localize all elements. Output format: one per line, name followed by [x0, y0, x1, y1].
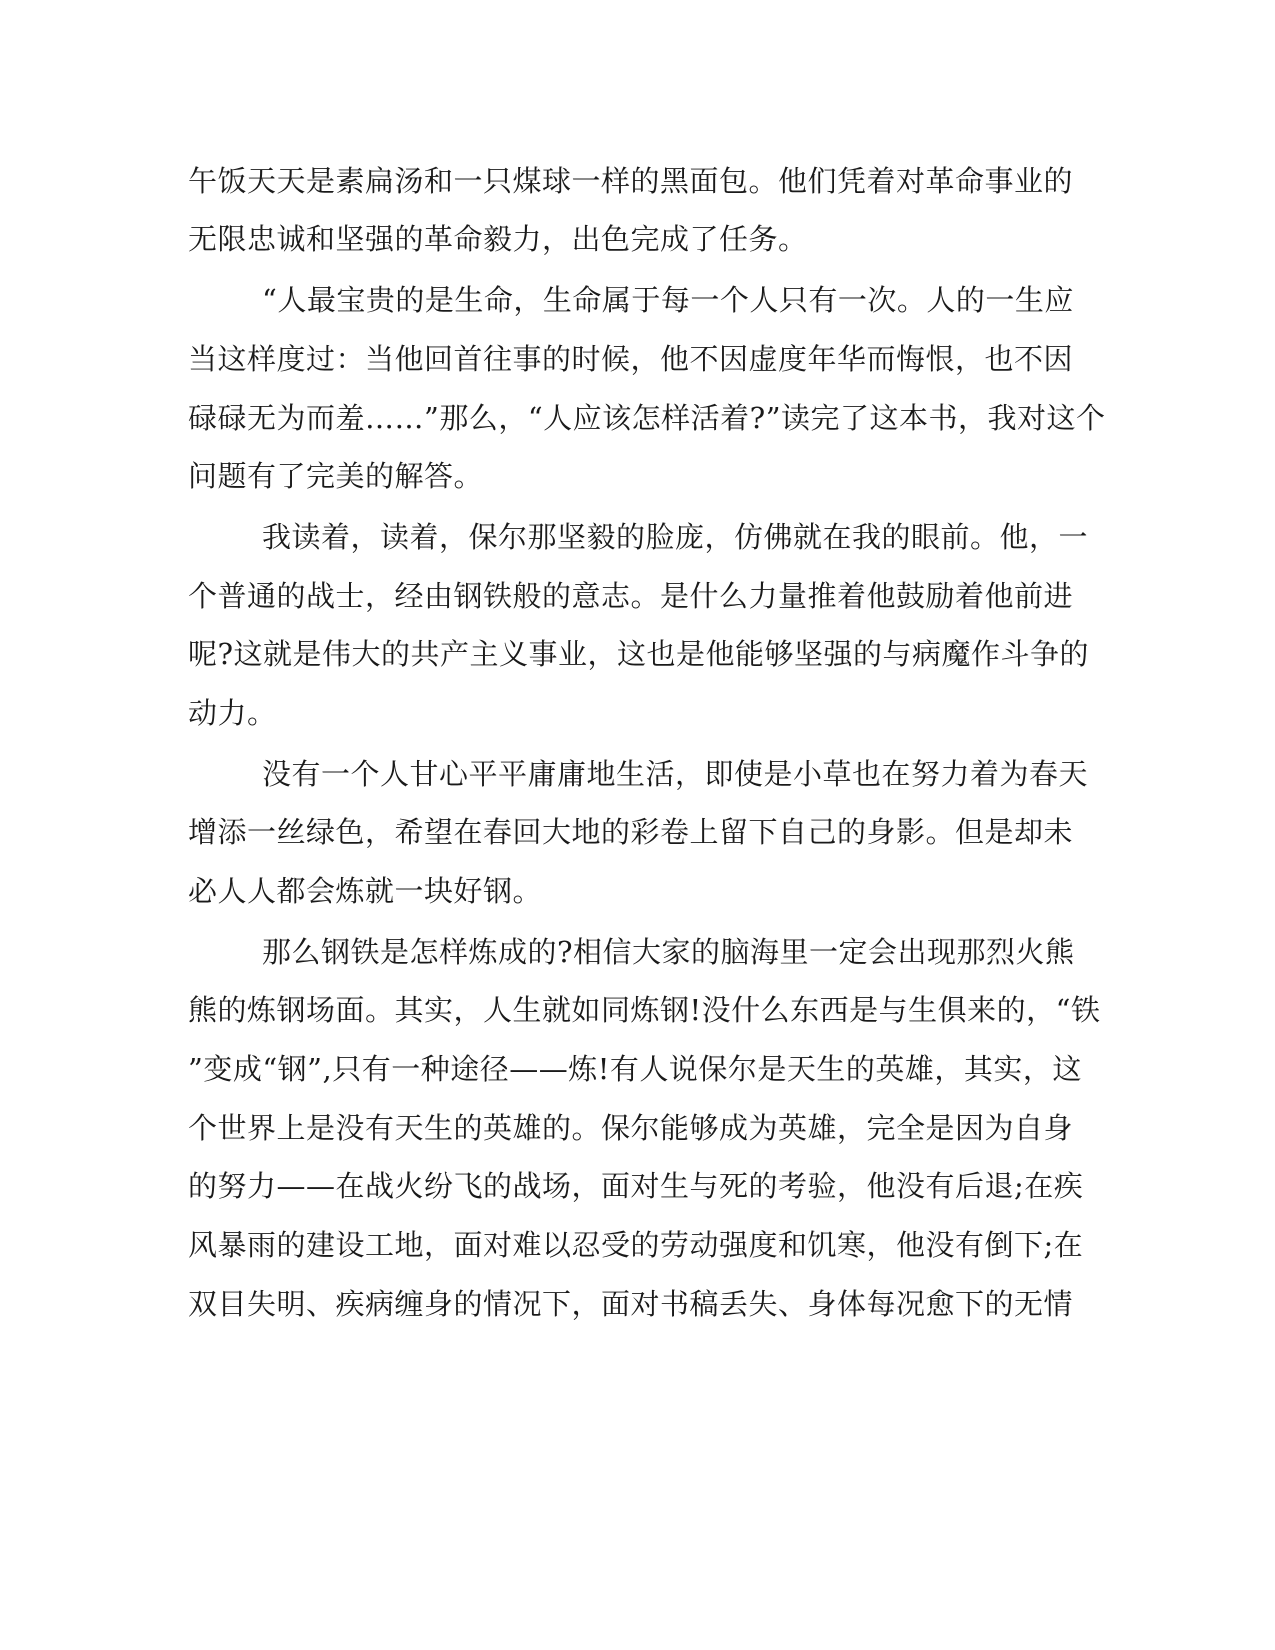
text-line: 呢?这就是伟大的共产主义事业，这也是他能够坚强的与病魔作斗争的 [188, 637, 1090, 671]
text-line: 双目失明、疾病缠身的情况下，面对书稿丢失、身体每况愈下的无情 [188, 1287, 1074, 1321]
text-line: 无限忠诚和坚强的革命毅力，出色完成了任务。 [188, 222, 808, 256]
text-line: 风暴雨的建设工地，面对难以忍受的劳动强度和饥寒，他没有倒下;在 [188, 1228, 1084, 1262]
paragraph-first-line: 没有一个人甘心平平庸庸地生活，即使是小草也在努力着为春天 [262, 757, 1089, 791]
text-line: 午饭天天是素扁汤和一只煤球一样的黑面包。他们凭着对革命事业的 [188, 164, 1074, 198]
text-line: 问题有了完美的解答。 [188, 459, 484, 493]
text-line: 的努力——在战火纷飞的战场，面对生与死的考验，他没有后退;在疾 [188, 1169, 1084, 1203]
text-line: 当这样度过：当他回首往事的时候，他不因虚度年华而悔恨，也不因 [188, 342, 1074, 376]
text-line: 增添一丝绿色，希望在春回大地的彩卷上留下自己的身影。但是却未 [188, 815, 1074, 849]
text-line: 必人人都会炼就一块好钢。 [188, 874, 543, 908]
text-line: 碌碌无为而羞……”那么，“人应该怎样活着?”读完了这本书，我对这个 [188, 401, 1106, 435]
text-line: 动力。 [188, 696, 277, 730]
paragraph-first-line: “人最宝贵的是生命，生命属于每一个人只有一次。人的一生应 [262, 283, 1074, 317]
text-line: 个普通的战士，经由钢铁般的意志。是什么力量推着他鼓励着他前进 [188, 579, 1074, 613]
text-line: ”变成“钢”,只有一种途径——炼!有人说保尔是天生的英雄，其实，这 [188, 1052, 1082, 1086]
text-line: 熊的炼钢场面。其实，人生就如同炼钢!没什么东西是与生俱来的，“铁 [188, 993, 1101, 1027]
paragraph-first-line: 我读着，读着，保尔那坚毅的脸庞，仿佛就在我的眼前。他，一 [262, 520, 1089, 554]
text-line: 个世界上是没有天生的英雄的。保尔能够成为英雄，完全是因为自身 [188, 1111, 1074, 1145]
paragraph-first-line: 那么钢铁是怎样炼成的?相信大家的脑海里一定会出现那烈火熊 [262, 935, 1075, 969]
